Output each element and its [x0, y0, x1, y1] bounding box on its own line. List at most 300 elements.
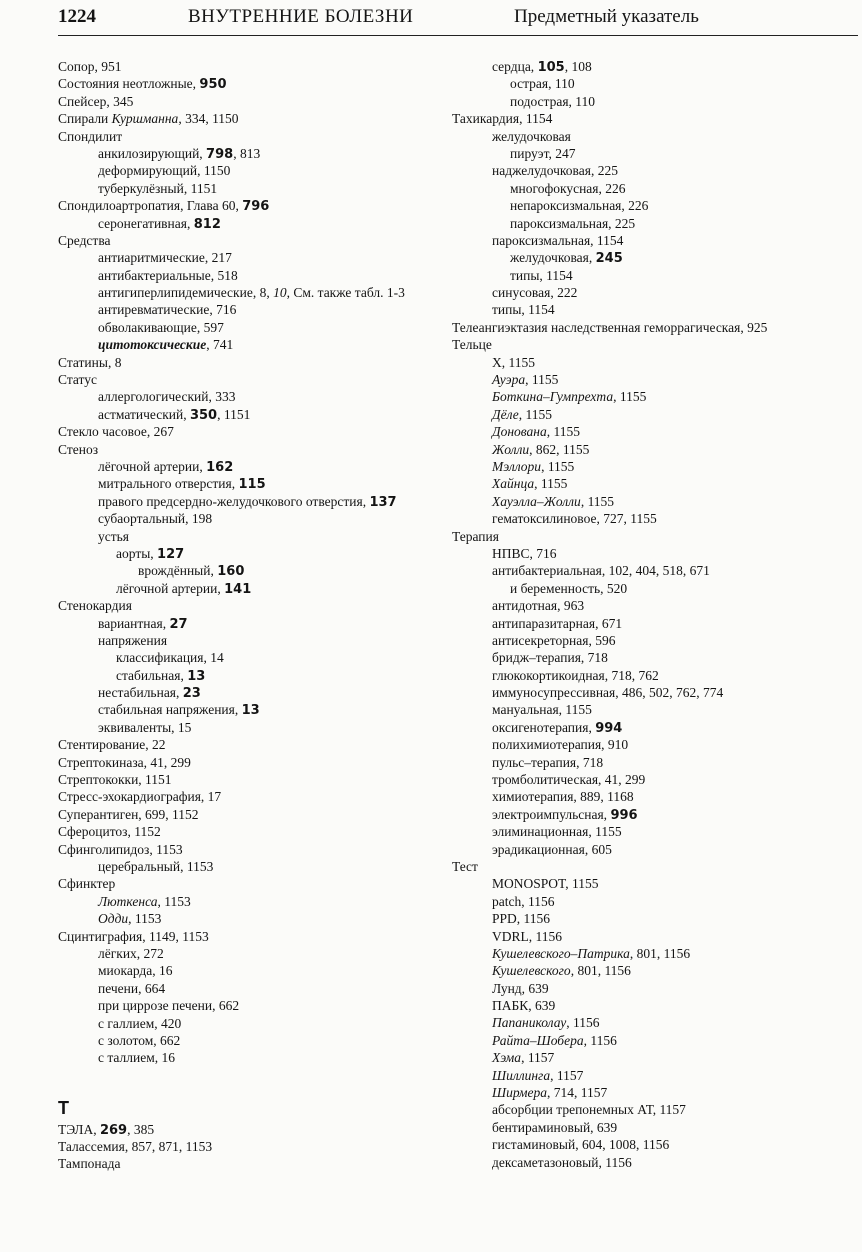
entry-text: Сопор, 951 — [58, 59, 122, 74]
index-entry — [58, 215, 438, 232]
entry-text: подострая, 110 — [510, 93, 596, 109]
index-entry — [452, 110, 857, 127]
index-entry — [58, 945, 438, 962]
entry-text: , 1157 — [550, 1067, 584, 1083]
index-entry — [452, 806, 857, 823]
index-entry — [58, 354, 438, 371]
entry-text: Т — [58, 1097, 69, 1118]
page-ref-bold: 23 — [182, 686, 201, 702]
entry-text: глюкокортикоидная, 718, 762 — [492, 667, 659, 683]
entry-text: , 1155 — [613, 389, 647, 405]
entry-text: аллергологический, 333 — [98, 389, 236, 405]
eponym-italic: Хайнца — [492, 476, 535, 492]
index-entry — [58, 562, 438, 579]
index-entry — [452, 649, 857, 666]
eponym-italic: Одди — [98, 911, 129, 927]
index-entry — [58, 145, 438, 162]
page-ref-bold: 796 — [242, 199, 270, 215]
index-entry — [452, 267, 857, 284]
entry-text: , 801, 1156 — [629, 945, 691, 961]
index-entry — [452, 162, 857, 179]
index-entry — [452, 319, 857, 336]
page-ref-bold: 798 — [206, 146, 234, 162]
index-entry — [58, 597, 438, 614]
entry-text: напряжения — [98, 632, 168, 648]
index-entry — [58, 875, 438, 892]
index-entry — [452, 441, 857, 458]
eponym-italic: Ауэра — [492, 372, 526, 388]
entry-text: Сфинктер — [58, 876, 116, 892]
index-entry — [58, 1032, 438, 1049]
entry-text: антигиперлипидемические, 8, — [98, 285, 274, 301]
entry-text: Сцинтиграфия, 1149, 1153 — [58, 928, 209, 944]
entry-text: антиревматические, 716 — [98, 302, 237, 318]
eponym-italic: Кушелевского — [492, 963, 571, 979]
index-entry — [58, 1015, 438, 1032]
index-entry — [58, 1049, 438, 1066]
entry-text: , 741 — [206, 337, 234, 353]
index-entry — [58, 980, 438, 997]
eponym-italic: Райта–Шобера — [492, 1032, 584, 1048]
entry-text: элиминационная, 1155 — [492, 824, 622, 840]
index-entry — [452, 875, 857, 892]
index-entry — [58, 893, 438, 910]
eponym-italic: Кушелевского–Патрика — [492, 945, 630, 961]
index-entry — [452, 284, 857, 301]
entry-text: пульс–терапия, 718 — [492, 754, 604, 770]
index-entry — [452, 1032, 857, 1049]
index-entry — [58, 267, 438, 284]
page-ref-bold: 162 — [206, 460, 234, 475]
entry-text: электроимпульсная, — [492, 806, 611, 822]
entry-text: Тельце — [452, 337, 492, 353]
page-ref-bold: 269 — [99, 1122, 128, 1138]
index-entry — [452, 1101, 857, 1118]
entry-text: VDRL, 1156 — [492, 928, 562, 944]
index-entry — [58, 858, 438, 875]
index-entry — [452, 1049, 857, 1066]
index-entry — [58, 197, 438, 214]
entry-text: , 862, 1155 — [529, 441, 590, 457]
index-entry — [58, 162, 438, 179]
entry-text: , 1155 — [518, 406, 553, 422]
index-entry — [58, 58, 438, 75]
index-entry — [58, 615, 438, 632]
entry-text: , См. также табл. 1-3 — [286, 285, 405, 301]
entry-text: , 801, 1156 — [570, 963, 631, 979]
page-number: 1224 — [58, 6, 96, 27]
index-entry — [58, 736, 438, 753]
index-entry — [452, 197, 857, 214]
entry-text: Стентирование, 22 — [58, 737, 166, 753]
entry-text: церебральный, 1153 — [98, 858, 214, 874]
index-entry — [452, 858, 857, 875]
entry-text: , 1157 — [521, 1050, 555, 1066]
index-entry — [452, 736, 857, 753]
entry-text: , 1155 — [534, 476, 568, 492]
index-entry — [58, 93, 438, 110]
eponym-italic: Куршманна — [111, 111, 179, 127]
entry-text: Терапия — [452, 528, 499, 544]
entry-text: иммуносупрессивная, 486, 502, 762, 774 — [492, 685, 724, 701]
eponym-italic: Боткина–Гумпрехта — [492, 389, 614, 405]
index-entry — [452, 945, 857, 962]
index-column-right — [452, 58, 857, 1171]
index-entry — [58, 128, 438, 145]
index-entry — [58, 962, 438, 979]
eponym-italic: Донована — [492, 424, 547, 440]
entry-text: обволакивающие, 597 — [98, 319, 224, 335]
entry-text: острая, 110 — [510, 76, 575, 92]
page-ref-bold: 950 — [199, 77, 227, 93]
entry-text: туберкулёзный, 1151 — [98, 180, 218, 196]
entry-text: ПАБК, 639 — [492, 998, 556, 1014]
index-entry — [452, 667, 857, 684]
entry-text: , 108 — [564, 59, 592, 74]
entry-text: бридж–терапия, 718 — [492, 650, 608, 666]
entry-text: Средства — [58, 232, 111, 248]
index-entry — [452, 545, 857, 562]
entry-text: Лунд, 639 — [492, 980, 549, 996]
index-entry — [58, 771, 438, 788]
index-entry — [452, 910, 857, 927]
index-entry — [452, 406, 857, 423]
index-entry — [58, 423, 438, 440]
index-letter-heading — [58, 1095, 438, 1121]
index-entry — [452, 719, 857, 736]
index-entry — [452, 475, 857, 492]
page-ref-bold: 105 — [537, 60, 565, 75]
entry-text: классификация, 14 — [116, 650, 224, 666]
entry-text: с таллием, 16 — [98, 1050, 176, 1066]
index-entry — [452, 928, 857, 945]
index-entry — [58, 1121, 438, 1138]
entry-text: Тампонада — [58, 1156, 121, 1172]
entry-text: Спейсер, 345 — [58, 93, 134, 109]
entry-text: НПВС, 716 — [492, 545, 557, 561]
entry-text: нестабильная, — [98, 685, 183, 701]
index-entry — [452, 580, 857, 597]
entry-text: оксигенотерапия, — [492, 719, 596, 735]
index-entry — [452, 528, 857, 545]
entry-text: , 714, 1157 — [547, 1085, 608, 1101]
index-entry — [452, 684, 857, 701]
index-entry — [452, 301, 857, 318]
index-entry — [58, 632, 438, 649]
index-entry — [452, 75, 857, 92]
entry-text: астматический, — [98, 406, 190, 422]
entry-text: , 1155 — [525, 372, 559, 388]
entry-text: Тест — [452, 858, 478, 874]
index-column-left — [58, 58, 438, 1173]
entry-text: Состояния неотложные, — [58, 76, 200, 92]
index-entry — [452, 562, 857, 579]
index-entry — [452, 510, 857, 527]
index-entry — [452, 493, 857, 510]
entry-text: , 1153 — [157, 893, 191, 909]
index-entry — [58, 841, 438, 858]
entry-text: при циррозе печени, 662 — [98, 998, 240, 1014]
entry-text: patch, 1156 — [492, 893, 555, 909]
entry-text: полихимиотерапия, 910 — [492, 737, 629, 753]
index-entry — [452, 701, 857, 718]
entry-text: MONOSPOT, 1155 — [492, 876, 599, 892]
entry-text: дексаметазоновый, 1156 — [492, 1154, 632, 1170]
entry-text: , 1155 — [580, 493, 615, 509]
entry-text: многофокусная, 226 — [510, 180, 626, 196]
eponym-italic: Мэллори — [492, 458, 542, 474]
entry-text: эрадикационная, 605 — [492, 841, 612, 857]
index-entry — [452, 823, 857, 840]
eponym-italic: Папаниколау — [492, 1015, 567, 1031]
entry-text: , 1155 — [546, 424, 581, 440]
entry-text: Статины, 8 — [58, 354, 122, 370]
index-entry — [452, 962, 857, 979]
index-entry — [58, 719, 438, 736]
entry-text: Стекло часовое, 267 — [58, 424, 174, 440]
entry-text: аорты, — [116, 545, 158, 561]
index-entry — [452, 1067, 857, 1084]
entry-text: Сфероцитоз, 1152 — [58, 824, 161, 840]
entry-text: Телеангиэктазия наследственная геморрагическая, 925 — [452, 319, 768, 335]
entry-text: лёгочной артерии, — [116, 580, 225, 596]
entry-text: лёгких, 272 — [98, 945, 164, 961]
eponym-italic: Люткенса — [98, 893, 158, 909]
page-ref-bold: 812 — [193, 216, 221, 232]
entry-text: сердца, — [492, 59, 538, 74]
index-entry — [58, 684, 438, 701]
index-entry — [58, 493, 438, 510]
entry-text: бентираминовый, 639 — [492, 1119, 618, 1135]
entry-text: PPD, 1156 — [492, 911, 551, 927]
eponym-italic: Шиллинга — [492, 1067, 551, 1083]
entry-text: абсорбции трепонемных АТ, 1157 — [492, 1102, 686, 1118]
index-entry — [58, 371, 438, 388]
index-entry — [452, 180, 857, 197]
entry-text: с золотом, 662 — [98, 1032, 181, 1048]
entry-text: типы, 1154 — [510, 267, 573, 283]
entry-text: гематоксилиновое, 727, 1155 — [492, 511, 657, 527]
entry-text: , 385 — [127, 1121, 155, 1137]
entry-text: правого предсердно-желудочкового отверстия, — [98, 493, 370, 509]
index-entry — [452, 771, 857, 788]
entry-text: Сфинголипидоз, 1153 — [58, 841, 183, 857]
index-entry — [58, 649, 438, 666]
index-entry — [58, 667, 438, 684]
page-ref-bold: 996 — [610, 807, 638, 823]
entry-text: Стеноз — [58, 441, 99, 457]
index-entry — [58, 75, 438, 92]
index-entry — [452, 458, 857, 475]
index-entry — [452, 1014, 857, 1031]
page-ref-bold: 160 — [217, 564, 245, 580]
entry-text: непароксизмальная, 226 — [510, 198, 649, 214]
entry-text: Статус — [58, 372, 97, 388]
entry-text: Тахикардия, 1154 — [452, 111, 553, 127]
entry-text: стабильная напряжения, — [98, 702, 242, 718]
index-entry — [452, 93, 857, 110]
index-entry — [58, 475, 438, 492]
entry-text: Спондилоартропатия, Глава 60, — [58, 198, 243, 214]
entry-text: , 1156 — [566, 1015, 600, 1031]
index-entry — [452, 1084, 857, 1101]
index-entry — [58, 180, 438, 197]
index-entry — [452, 1136, 857, 1153]
index-entry — [452, 997, 857, 1014]
index-entry — [58, 928, 438, 945]
entry-text: типы, 1154 — [492, 302, 555, 318]
entry-text: серонегативная, — [98, 215, 194, 231]
entry-text: , 1151 — [217, 406, 251, 422]
index-entry — [58, 284, 438, 301]
entry-text: вариантная, — [98, 615, 170, 631]
page-header — [58, 4, 858, 30]
index-entry — [452, 128, 857, 145]
index-entry — [58, 754, 438, 771]
index-entry — [452, 371, 857, 388]
eponym-italic: Дёле — [492, 406, 519, 422]
entry-text: пируэт, 247 — [510, 145, 576, 161]
index-entry — [58, 1138, 438, 1155]
entry-text: антиаритмические, 217 — [98, 250, 232, 266]
index-entry — [452, 215, 857, 232]
page-ref-bold: 13 — [241, 703, 260, 719]
entry-text: , 1156 — [583, 1032, 617, 1048]
entry-text: устья — [98, 528, 130, 544]
page-ref-bold: 245 — [595, 251, 623, 267]
index-entry — [452, 336, 857, 353]
entry-text: Стрептококки, 1151 — [58, 772, 172, 788]
index-entry — [58, 319, 438, 336]
index-entry — [452, 893, 857, 910]
entry-text: митрального отверстия, — [98, 476, 239, 492]
entry-text: Стрептокиназа, 41, 299 — [58, 754, 191, 770]
entry-text: гистаминовый, 604, 1008, 1156 — [492, 1137, 670, 1153]
eponym-italic: Хауэлла–Жолли — [492, 493, 581, 509]
entry-text: пароксизмальная, 225 — [510, 215, 636, 231]
index-entry — [58, 806, 438, 823]
index-entry — [452, 249, 857, 266]
index-entry — [452, 632, 857, 649]
index-entry — [452, 58, 857, 75]
page-ref-bold: 127 — [157, 546, 185, 562]
eponym-italic: Ширмера — [492, 1085, 548, 1101]
entry-text: Спондилит — [58, 128, 123, 144]
index-entry — [58, 249, 438, 266]
index-entry — [58, 406, 438, 423]
index-entry — [452, 841, 857, 858]
index-entry — [58, 441, 438, 458]
index-entry — [58, 232, 438, 249]
entry-text: миокарда, 16 — [98, 963, 173, 979]
page-ref-bold: 137 — [369, 494, 397, 510]
index-entry — [58, 388, 438, 405]
index-entry — [58, 528, 438, 545]
page-ref-bold: 141 — [224, 581, 252, 597]
index-entry — [452, 788, 857, 805]
entry-text: , 334, 1150 — [178, 111, 239, 127]
index-entry — [452, 1119, 857, 1136]
index-entry — [58, 301, 438, 318]
page-ref-bold: 13 — [187, 668, 206, 684]
index-entry — [58, 110, 438, 127]
index-entry — [452, 423, 857, 440]
entry-text: с галлием, 420 — [98, 1015, 182, 1031]
entry-text: антипаразитарная, 671 — [492, 615, 623, 631]
index-entry — [58, 458, 438, 475]
entry-text: Стресс-эхокардиография, 17 — [58, 789, 222, 805]
entry-text: Суперантиген, 699, 1152 — [58, 806, 199, 822]
index-entry — [452, 615, 857, 632]
entry-text: желудочковая, — [510, 250, 596, 266]
entry-text: желудочковая — [492, 128, 571, 144]
entry-text: деформирующий, 1150 — [98, 163, 231, 179]
entry-text: синусовая, 222 — [492, 285, 578, 301]
index-entry — [58, 997, 438, 1014]
index-entry — [58, 788, 438, 805]
index-entry — [452, 1154, 857, 1171]
index-entry — [58, 510, 438, 527]
page-ref-bold: 27 — [169, 616, 188, 632]
index-entry — [58, 545, 438, 562]
eponym-italic: 10 — [273, 285, 287, 301]
entry-text: тромболитическая, 41, 299 — [492, 772, 646, 788]
entry-text: наджелудочковая, 225 — [492, 163, 618, 179]
entry-text: антисекреторная, 596 — [492, 632, 616, 648]
entry-text: , 1153 — [128, 911, 162, 927]
entry-text: врождённый, — [138, 563, 218, 579]
index-entry — [58, 1155, 438, 1172]
eponym-italic: Жолли — [492, 441, 530, 457]
eponym-italic: цитотоксические — [98, 337, 207, 353]
index-entry — [58, 580, 438, 597]
entry-text: химиотерапия, 889, 1168 — [492, 789, 634, 805]
section-title: Предметный указатель — [514, 6, 699, 27]
index-entry — [452, 354, 857, 371]
entry-text: мануальная, 1155 — [492, 702, 592, 718]
page-ref-bold: 115 — [238, 477, 266, 493]
entry-text: антибактериальные, 518 — [98, 267, 238, 283]
index-entry — [452, 980, 857, 997]
entry-text: печени, 664 — [98, 980, 166, 996]
entry-text: эквиваленты, 15 — [98, 719, 192, 735]
page-ref-bold: 350 — [189, 407, 218, 423]
index-entry — [452, 597, 857, 614]
entry-text: Спирали — [58, 111, 112, 127]
entry-text: Талассемия, 857, 871, 1153 — [58, 1139, 213, 1155]
index-entry — [58, 823, 438, 840]
index-entry — [452, 754, 857, 771]
index-entry — [452, 145, 857, 162]
entry-text: и беременность, 520 — [510, 580, 628, 596]
entry-text: антидотная, 963 — [492, 598, 585, 614]
page-ref-bold: 994 — [595, 720, 623, 736]
entry-text: анкилозирующий, — [98, 145, 207, 161]
entry-text: лёгочной артерии, — [98, 459, 207, 474]
entry-text: стабильная, — [116, 667, 188, 683]
index-entry — [58, 336, 438, 353]
book-title: ВНУТРЕННИЕ БОЛЕЗНИ — [188, 6, 414, 27]
eponym-italic: Хэма — [492, 1050, 522, 1066]
entry-text: , 1155 — [541, 458, 575, 474]
index-entry — [452, 232, 857, 249]
header-rule — [58, 35, 858, 36]
entry-text: антибактериальная, 102, 404, 518, 671 — [492, 563, 710, 579]
entry-text: ТЭЛА, — [58, 1121, 100, 1137]
index-entry — [58, 910, 438, 927]
index-entry — [58, 701, 438, 718]
entry-text: субаортальный, 198 — [98, 511, 213, 527]
